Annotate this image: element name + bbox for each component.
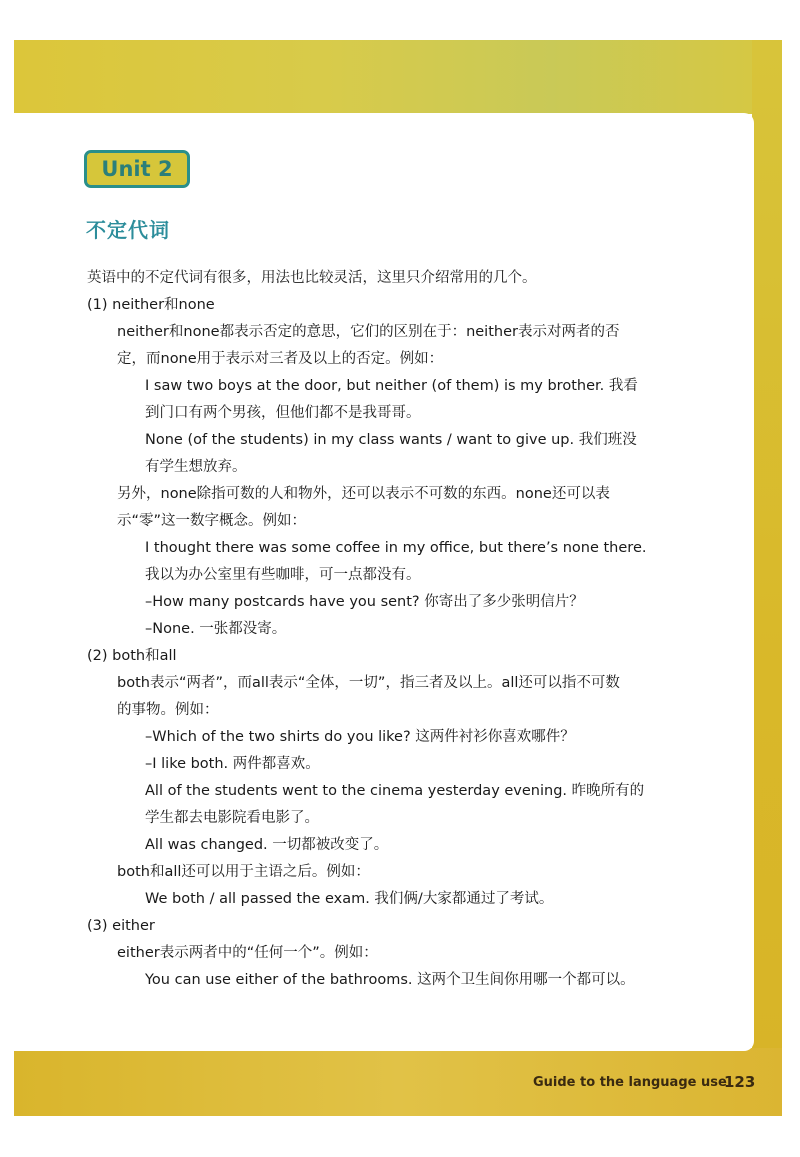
example-line: I saw two boys at the door, but neither (of them) is my brother. 我看 — [145, 378, 638, 394]
heading-either: (3) either — [87, 918, 155, 934]
text-line: both和all还可以用于主语之后。例如： — [117, 864, 370, 880]
text-line: 的事物。例如： — [117, 702, 219, 718]
right-decorative-band — [752, 40, 782, 1090]
example-line: –I like both. 两件都喜欢。 — [145, 756, 320, 772]
text-line: 另外，none除指可数的人和物外，还可以表示不可数的东西。none还可以表 — [117, 486, 610, 502]
example-line: You can use either of the bathrooms. 这两个卫生间你用哪一个都可以。 — [145, 972, 635, 988]
example-line: None (of the students) in my class wants / want to give up. 我们班没 — [145, 432, 637, 448]
heading-both-all: (2) both和all — [87, 648, 177, 664]
intro-paragraph: 英语中的不定代词有很多，用法也比较灵活，这里只介绍常用的几个。 — [87, 270, 537, 286]
example-line: 到门口有两个男孩，但他们都不是我哥哥。 — [145, 405, 421, 421]
example-line: –How many postcards have you sent? 你寄出了多少张明信片？ — [145, 594, 584, 610]
example-line: 有学生想放弃。 — [145, 459, 247, 475]
example-line: –None. 一张都没寄。 — [145, 621, 287, 637]
page-number: 123 — [724, 1073, 756, 1091]
example-line: 我以为办公室里有些咖啡，可一点都没有。 — [145, 567, 421, 583]
text-line: 定，而none用于表示对三者及以上的否定。例如： — [117, 351, 444, 367]
example-line: All of the students went to the cinema yesterday evening. 昨晚所有的 — [145, 783, 645, 799]
text-line: either表示两者中的“任何一个”。例如： — [117, 945, 378, 961]
unit-badge: Unit 2 — [84, 150, 190, 188]
text-line: both表示“两者”，而all表示“全体，一切”，指三者及以上。all还可以指不可数 — [117, 675, 620, 691]
footer-running-title: Guide to the language use — [533, 1075, 727, 1090]
text-line: neither和none都表示否定的意思，它们的区别在于：neither表示对两者的否 — [117, 324, 620, 340]
heading-neither-none: (1) neither和none — [87, 297, 215, 313]
example-line: –Which of the two shirts do you like? 这两件衬衫你喜欢哪件？ — [145, 729, 575, 745]
top-decorative-band — [14, 40, 782, 114]
section-title: 不定代词 — [86, 218, 170, 242]
text-line: 示“零”这一数字概念。例如： — [117, 513, 307, 529]
example-line: We both / all passed the exam. 我们俩/大家都通过了考试。 — [145, 891, 554, 907]
example-line: I thought there was some coffee in my office, but there’s none there. — [145, 540, 647, 556]
example-line: All was changed. 一切都被改变了。 — [145, 837, 389, 853]
example-line: 学生都去电影院看电影了。 — [145, 810, 319, 826]
